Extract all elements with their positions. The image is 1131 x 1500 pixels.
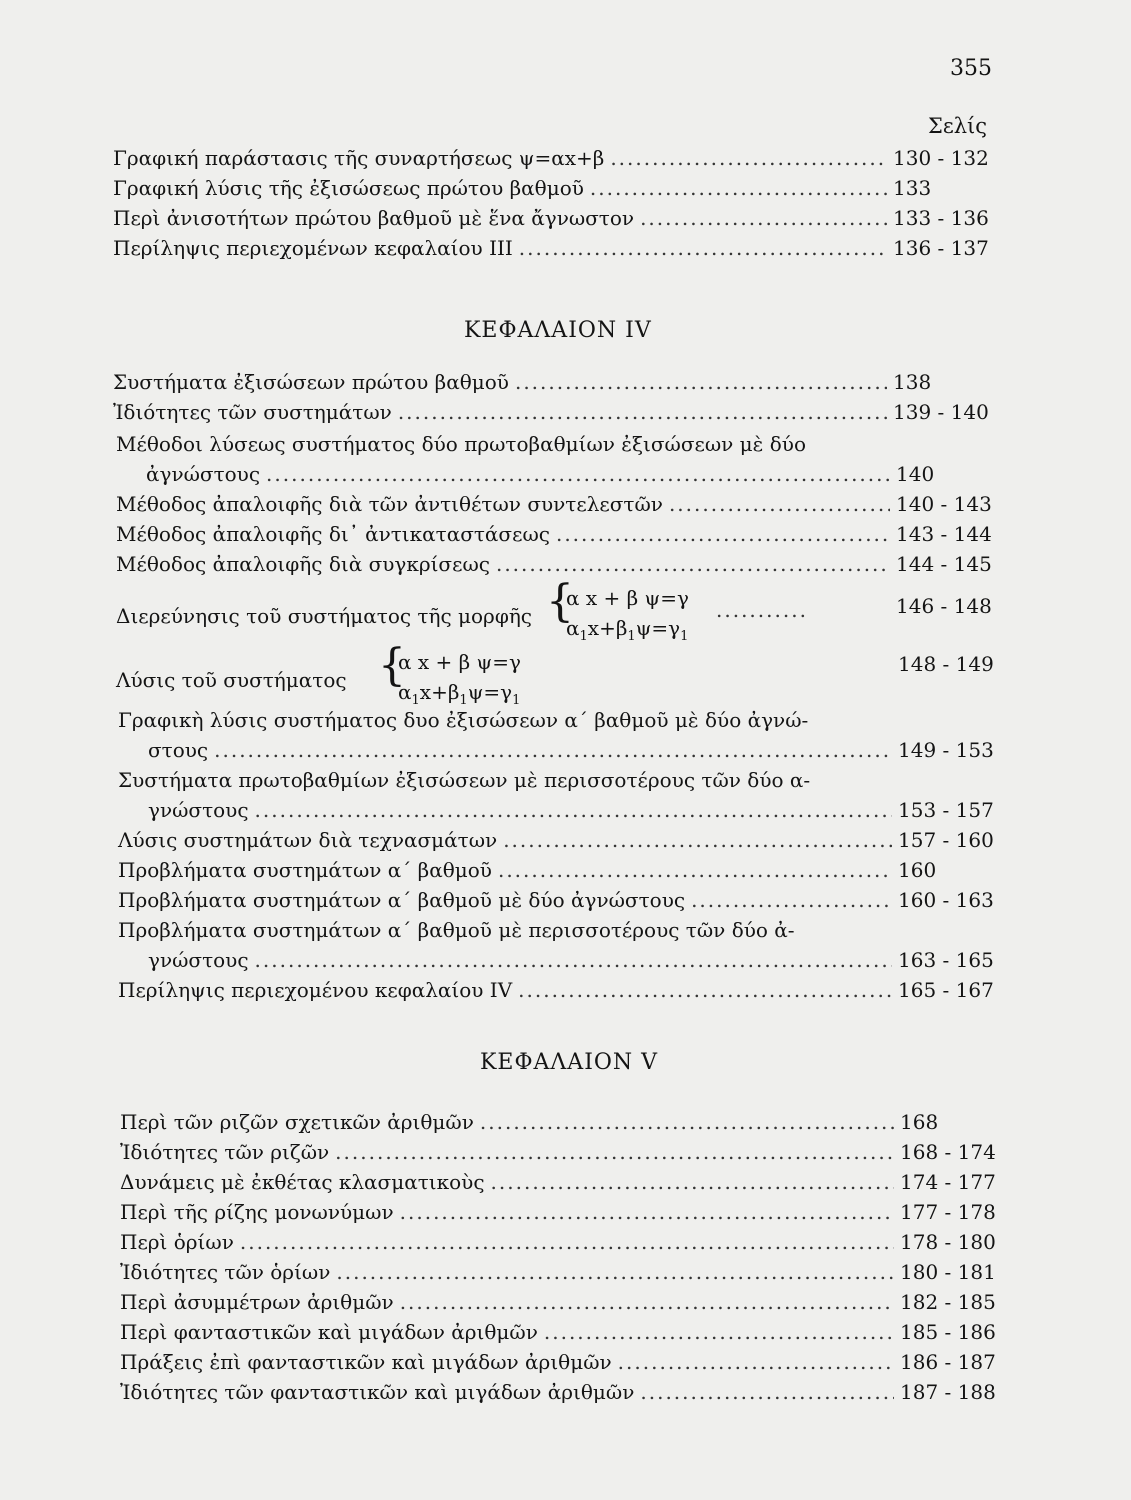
toc-entry [120, 1140, 1000, 1164]
entry-title: Δυνάμεις μὲ ἐκθέτας κλασματικοὺς [120, 1170, 485, 1194]
entry-title: Περίληψις περιεχομένου κεφαλαίου IV [118, 978, 513, 1002]
entry-pages: 185 - 186 [900, 1320, 996, 1344]
toc-entry [113, 370, 993, 394]
entry-title: Προβλήματα συστημάτων α΄ βαθμοῦ μὲ δύο ἀγνώστους [118, 888, 686, 912]
entry-pages: 157 - 160 [898, 828, 994, 852]
toc-entry [116, 462, 996, 486]
toc-entry [113, 400, 993, 424]
entry-pages: 163 - 165 [898, 948, 994, 972]
entry-title: Συστήματα πρωτοβαθμίων ἐξισώσεων μὲ περισσοτέρους τῶν δύο α- [118, 768, 811, 792]
entry-pages: 144 - 145 [896, 552, 992, 576]
entry-pages: 168 [900, 1110, 939, 1134]
entry-pages: 160 - 163 [898, 888, 994, 912]
toc-entry [120, 1260, 1000, 1284]
toc-entry [118, 858, 998, 882]
toc-entry [113, 206, 993, 230]
entry-pages: 146 - 148 [896, 594, 992, 618]
entry-title: Πράξεις ἐπὶ φανταστικῶν καὶ μιγάδων ἀριθμῶν [120, 1350, 612, 1374]
toc-entry [116, 552, 996, 576]
entry-title: Μέθοδος ἀπαλοιφῆς διὰ συγκρίσεως [116, 552, 490, 576]
toc-entry [120, 1230, 1000, 1254]
entry-pages: 180 - 181 [900, 1260, 996, 1284]
entry-title: Γραφική λύσις τῆς ἐξισώσεως πρώτου βαθμοῦ [113, 176, 584, 200]
toc-entry-line [118, 918, 998, 942]
toc-entry [118, 738, 998, 762]
system-discussion-entry: Διερεύνησις τοῦ συστήματος τῆς μορφῆς { α x + β ψ=γ $\alpha_1x+\beta_1\psi=\gamma_1$ ........... 146 - 148 [116, 576, 992, 644]
toc-entry-line [116, 432, 996, 456]
entry-title: Προβλήματα συστημάτων α΄ βαθμοῦ [118, 858, 492, 882]
entry-pages: 130 - 132 [893, 146, 989, 170]
toc-entry [118, 828, 998, 852]
entry-title: Λύσις τοῦ συστήματος [116, 668, 347, 692]
entry-pages: 138 [893, 370, 932, 394]
entry-title: Περὶ τῆς ρίζης μονωνύμων [120, 1200, 394, 1224]
entry-title: Λύσις συστημάτων διὰ τεχνασμάτων [118, 828, 498, 852]
toc-entry-line [118, 708, 998, 732]
entry-title: Προβλήματα συστημάτων α΄ βαθμοῦ μὲ περισσοτέρους τῶν δύο ἀ- [118, 918, 795, 942]
equation-2: $\alpha_1x+\beta_1\psi=\gamma_1$ [566, 616, 689, 644]
entry-title: Περὶ ἀνισοτήτων πρώτου βαθμοῦ μὲ ἕνα ἄγνωστον [113, 206, 635, 230]
entry-title: Περὶ φανταστικῶν καὶ μιγάδων ἀριθμῶν [120, 1320, 538, 1344]
entry-title: Περὶ ὁρίων [120, 1230, 234, 1254]
entry-title: Γραφική παράστασις τῆς συναρτήσεως ψ=αx+β [113, 146, 605, 170]
entry-title: Ἰδιότητες τῶν ριζῶν [120, 1140, 330, 1164]
entry-title: Μέθοδος ἀπαλοιφῆς δι᾽ ἀντικαταστάσεως [116, 522, 550, 546]
equation-2: $\alpha_1x+\beta_1\psi=\gamma_1$ [398, 680, 521, 708]
equation-1: α x + β ψ=γ [566, 586, 689, 610]
entry-pages: 143 - 144 [896, 522, 992, 546]
entry-title: Ἰδιότητες τῶν συστημάτων [113, 400, 392, 424]
brace-icon: { [546, 576, 574, 627]
equation-1: α x + β ψ=γ [398, 650, 521, 674]
entry-title: Μέθοδος ἀπαλοιφῆς διὰ τῶν ἀντιθέτων συντελεστῶν [116, 492, 663, 516]
entry-title: Γραφικὴ λύσις συστήματος δυο ἐξισώσεων α΄ βαθμοῦ μὲ δύο ἀγνώ- [118, 708, 809, 732]
toc-entry [120, 1200, 1000, 1224]
toc-entry [118, 978, 998, 1002]
entry-title: Μέθοδοι λύσεως συστήματος δύο πρωτοβαθμίων ἐξισώσεων μὲ δύο [116, 432, 806, 456]
entry-pages: 187 - 188 [900, 1380, 996, 1404]
entry-title: στους [148, 738, 209, 762]
entry-pages: 182 - 185 [900, 1290, 996, 1314]
entry-pages: 139 - 140 [893, 400, 989, 424]
toc-entry [120, 1320, 1000, 1344]
entry-title: Περὶ ἀσυμμέτρων ἀριθμῶν [120, 1290, 394, 1314]
entry-pages: 165 - 167 [898, 978, 994, 1002]
toc-entry [118, 948, 998, 972]
chapter-4-heading: ΚΕΦΑΛΑΙΟΝ IV [464, 318, 652, 343]
toc-entry [113, 176, 993, 200]
entry-pages: 149 - 153 [898, 738, 994, 762]
toc-entry [120, 1380, 1000, 1404]
entry-title: Περίληψις περιεχομένων κεφαλαίου III [113, 236, 513, 260]
entry-pages: 140 - 143 [896, 492, 992, 516]
entry-title: Ἰδιότητες τῶν φανταστικῶν καὶ μιγάδων ἀριθμῶν [120, 1380, 635, 1404]
toc-entry [120, 1110, 1000, 1134]
entry-pages: 174 - 177 [900, 1170, 996, 1194]
entry-pages: 133 - 136 [893, 206, 989, 230]
toc-entry [113, 146, 993, 170]
pages-column-header: Σελίς [928, 114, 988, 138]
entry-title: γνώστους [148, 948, 249, 972]
toc-entry [118, 798, 998, 822]
entry-pages: 136 - 137 [893, 236, 989, 260]
entry-title: ἀγνώστους [146, 462, 261, 486]
entry-pages: 186 - 187 [900, 1350, 996, 1374]
entry-pages: 153 - 157 [898, 798, 994, 822]
toc-entry [120, 1290, 1000, 1314]
entry-title: Διερεύνησις τοῦ συστήματος τῆς μορφῆς [116, 604, 533, 628]
toc-entry-line [118, 768, 998, 792]
entry-pages: 168 - 174 [900, 1140, 996, 1164]
toc-entry [120, 1350, 1000, 1374]
chapter-5-heading: ΚΕΦΑΛΑΙΟΝ V [480, 1050, 659, 1075]
entry-pages: 178 - 180 [900, 1230, 996, 1254]
entry-pages: 140 [896, 462, 935, 486]
entry-title: Ἰδιότητες τῶν ὁρίων [120, 1260, 331, 1284]
toc-entry [113, 236, 993, 260]
brace-icon: { [378, 640, 406, 691]
page-number: 355 [950, 56, 992, 81]
toc-entry [116, 492, 996, 516]
entry-pages: 177 - 178 [900, 1200, 996, 1224]
entry-pages: 160 [898, 858, 937, 882]
entry-pages: 133 [893, 176, 932, 200]
entry-pages: 148 - 149 [898, 652, 994, 676]
entry-title: Συστήματα ἐξισώσεων πρώτου βαθμοῦ [113, 370, 509, 394]
toc-entry [118, 888, 998, 912]
entry-title: γνώστους [148, 798, 249, 822]
toc-entry [120, 1170, 1000, 1194]
toc-entry [116, 522, 996, 546]
entry-title: Περὶ τῶν ριζῶν σχετικῶν ἀριθμῶν [120, 1110, 474, 1134]
system-solution-entry [116, 640, 996, 710]
